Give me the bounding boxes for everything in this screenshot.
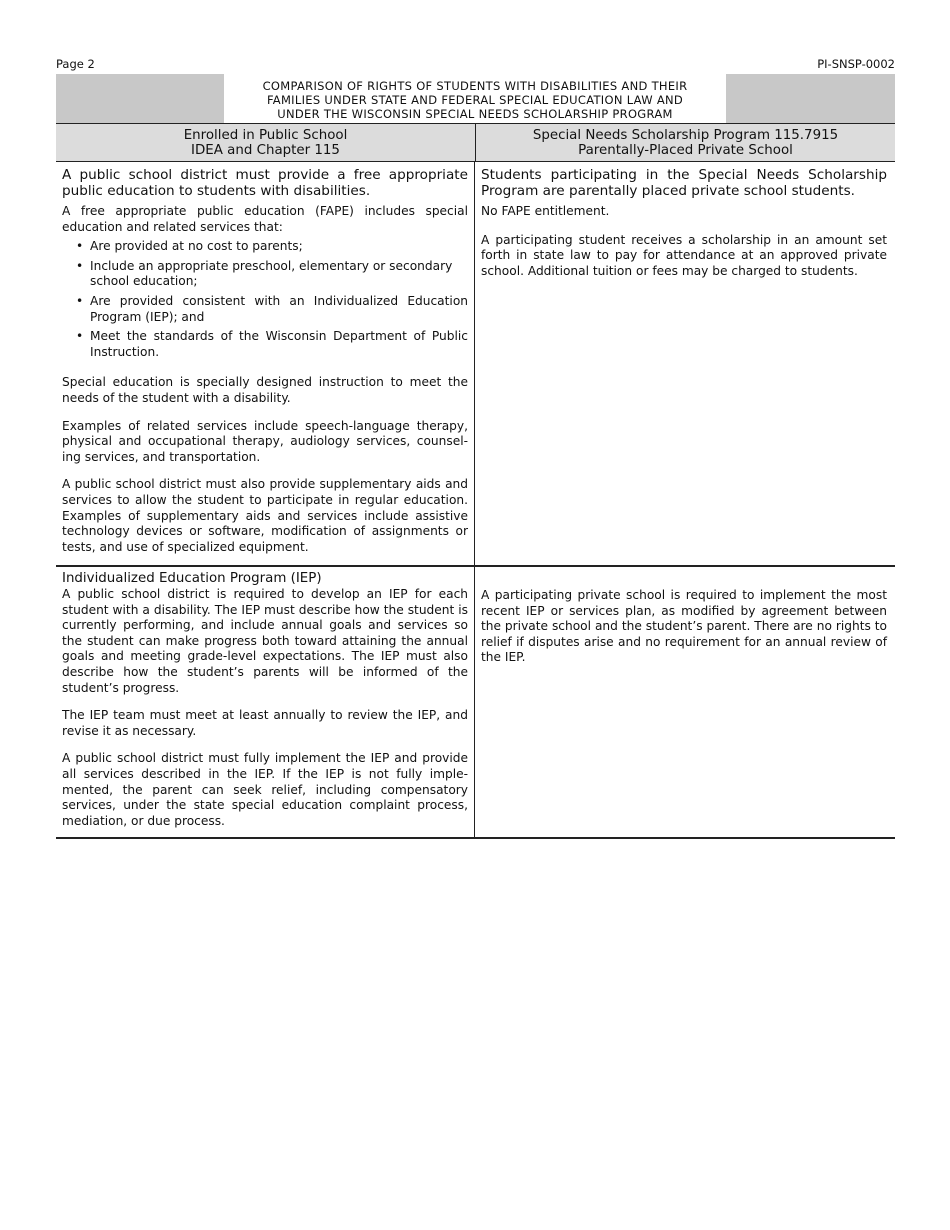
list-item: • Are provided at no cost to parents;: [62, 239, 468, 255]
special-education-definition: Special education is specially designed instruction to meet the needs of the student with a disability.: [62, 375, 468, 405]
row1-right-cell: [481, 167, 887, 279]
column-divider: [474, 162, 475, 838]
fape-requirement-text: A public school district must provide a free appropriate public education to students with disabilities.: [62, 167, 468, 199]
private-school-iep-text: A participating private school is required to implement the most recent IEP or services plan, as modified by agreement between the private school and the student’s parent. There are no rights to relief if disputes arise and no requirement for an annual review of the IEP.: [481, 588, 887, 665]
title-line: FAMILIES UNDER STATE AND FEDERAL SPECIAL EDUCATION LAW AND: [266, 93, 684, 107]
page-header: [56, 57, 895, 72]
column-header-line: Enrolled in Public School: [183, 128, 348, 143]
row1-left-cell: [62, 167, 468, 555]
related-services-text: Examples of related services include speech-language therapy, physical and occupational therapy, audiology services, counsel-ing services, and transportation.: [62, 418, 468, 464]
title-line: COMPARISON OF RIGHTS OF STUDENTS WITH DISABILITIES AND THEIR: [262, 79, 688, 93]
list-item: • Include an appropriate preschool, elementary or secondary school education;: [62, 259, 468, 290]
form-id: PI-SNSP-0002: [817, 57, 895, 71]
row-divider: [56, 565, 895, 567]
iep-review-text: The IEP team must meet at least annually to review the IEP, and revise it as necessary.: [62, 708, 468, 738]
iep-heading: Individualized Education Program (IEP): [62, 571, 322, 586]
column-header-scholarship-program: [475, 123, 895, 162]
fape-criteria-list: [62, 239, 468, 360]
list-item: • Meet the standards of the Wisconsin Department of Public Instruction.: [62, 329, 468, 360]
scholarship-amount-text: A participating student receives a scholarship in an amount set forth in state law to pay for attendance at an approved private school. Additional tuition or fees may be charged to students.: [481, 232, 887, 278]
table-bottom-rule: [56, 837, 895, 839]
column-header-line: Special Needs Scholarship Program 115.7915: [532, 128, 839, 143]
list-item: • Are provided consistent with an Individualized Education Program (IEP); and: [62, 294, 468, 325]
iep-develop-text: A public school district is required to develop an IEP for each student with a disability. The IEP must describe how the student is currently performing, and include annual goals and services so the student can make progress both toward attaining the annual goals and meeting grade-level expectations. The IEP must also describe how the student’s parents will be informed of the student’s progress.: [62, 587, 468, 695]
column-header-public-school: [56, 123, 475, 162]
row2-right-cell: [481, 588, 887, 666]
row2-left-cell: [62, 571, 468, 829]
title-band: [56, 74, 895, 123]
fape-intro-text: A free appropriate public education (FAPE) includes special education and related services that:: [62, 204, 468, 234]
supplementary-aids-text: A public school district must also provide supplementary aids and services to allow the student to participate in regular education. Examples of supplementary aids and services include assistive technology devices or software, modification of assignments or tests, and use of specialized equipment.: [62, 477, 468, 554]
document-title: [224, 74, 726, 123]
title-line: UNDER THE WISCONSIN SPECIAL NEEDS SCHOLARSHIP PROGRAM: [277, 107, 673, 121]
iep-implement-text: A public school district must fully implement the IEP and provide all services described in the IEP. If the IEP is not fully imple-mented, the parent can seek relief, including compensatory services, under the state special education complaint process, mediation, or due process.: [62, 751, 468, 828]
column-header-line: Parentally-Placed Private School: [578, 143, 793, 158]
page-number: Page 2: [56, 57, 95, 71]
no-fape-text: No FAPE entitlement.: [481, 204, 610, 218]
scholarship-students-text: Students participating in the Special Needs Scholarship Program are parentally placed private school students.: [481, 167, 887, 199]
column-header-line: IDEA and Chapter 115: [191, 143, 340, 158]
